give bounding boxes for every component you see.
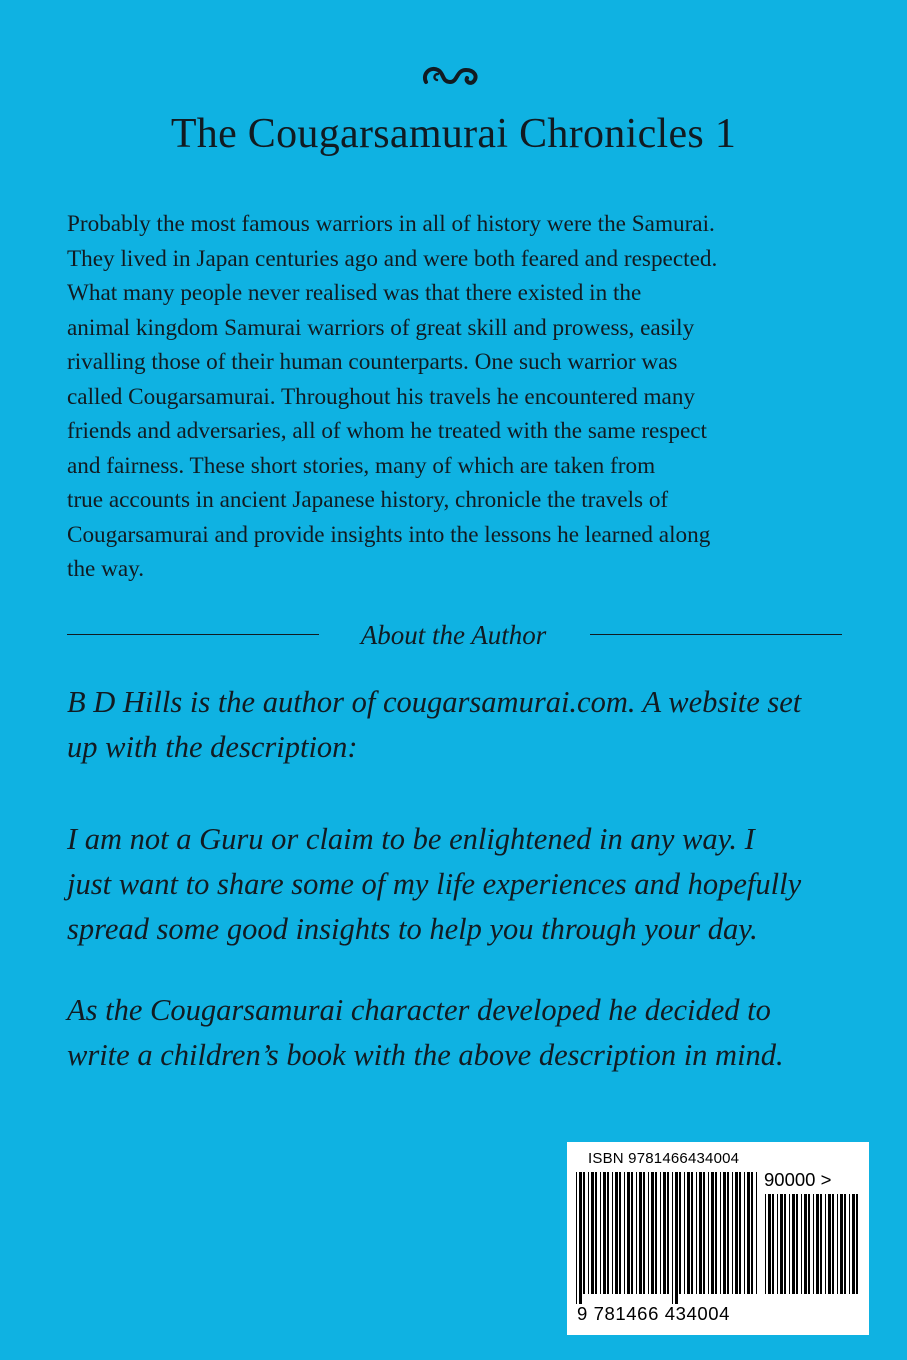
barcode-bar bbox=[844, 1194, 846, 1294]
barcode-bar bbox=[765, 1194, 766, 1294]
barcode-bar bbox=[603, 1172, 606, 1294]
book-blurb bbox=[67, 207, 857, 587]
blurb-line: Probably the most famous warriors in all of history were the Samurai. bbox=[67, 211, 715, 237]
barcode-bar bbox=[639, 1172, 642, 1294]
barcode-bar bbox=[643, 1172, 645, 1294]
barcode-bar bbox=[801, 1194, 802, 1294]
barcode-bar bbox=[828, 1194, 831, 1294]
barcode-bar bbox=[715, 1172, 717, 1294]
barcode-bar bbox=[648, 1172, 649, 1294]
blurb-line: the way. bbox=[67, 556, 145, 582]
barcode-bar bbox=[849, 1194, 850, 1294]
addon-barcode-bars bbox=[765, 1194, 859, 1304]
barcode-bar bbox=[588, 1172, 589, 1294]
barcode-bar bbox=[600, 1172, 601, 1294]
barcode-bar bbox=[667, 1172, 669, 1294]
about-author-heading: About the Author bbox=[360, 620, 547, 650]
barcode-bar bbox=[777, 1194, 778, 1294]
barcode-bar bbox=[744, 1172, 745, 1294]
barcode-bar bbox=[691, 1172, 693, 1294]
barcode-bar bbox=[679, 1172, 681, 1294]
barcode-bar bbox=[696, 1172, 697, 1294]
barcode-bar bbox=[675, 1172, 678, 1304]
barcode-bar bbox=[768, 1194, 771, 1294]
barcode-bar bbox=[583, 1172, 585, 1294]
barcode-bar bbox=[612, 1172, 613, 1294]
barcode-bar bbox=[804, 1194, 807, 1294]
barcode-bar bbox=[619, 1172, 621, 1294]
barcode-bar bbox=[684, 1172, 685, 1294]
barcode-bar bbox=[784, 1194, 786, 1294]
barcode-bar bbox=[591, 1172, 594, 1294]
barcode-bar bbox=[837, 1194, 838, 1294]
barcode-bar bbox=[840, 1194, 843, 1294]
blurb-line: Cougarsamurai and provide insights into the lessons he learned along bbox=[67, 521, 711, 548]
barcode-bar bbox=[615, 1172, 618, 1294]
price-code: 90000 > bbox=[764, 1169, 832, 1190]
barcode-bar bbox=[727, 1172, 729, 1294]
barcode-bar bbox=[789, 1194, 790, 1294]
barcode-bar bbox=[792, 1194, 795, 1294]
blurb-line: friends and adversaries, all of whom he treated with the same respect bbox=[67, 418, 707, 444]
barcode-bar bbox=[780, 1194, 783, 1294]
barcode-bar bbox=[751, 1172, 753, 1294]
blurb-line: What many people never realised was that there existed in the bbox=[67, 280, 642, 306]
barcode-bar bbox=[720, 1172, 721, 1294]
barcode-bar bbox=[747, 1172, 750, 1294]
author-closing-paragraph bbox=[67, 988, 867, 1078]
barcode-bar bbox=[631, 1172, 633, 1294]
blurb-line: called Cougarsamurai. Throughout his travels he encountered many bbox=[67, 383, 696, 410]
barcode-bar bbox=[576, 1172, 577, 1304]
isbn-barcode bbox=[567, 1142, 869, 1335]
barcode-bar bbox=[703, 1172, 705, 1294]
bio-line: B D Hills is the author of cougarsamurai.com. A website set bbox=[67, 685, 802, 719]
barcode-bar bbox=[813, 1194, 814, 1294]
bio-line: As the Cougarsamurai character developed he decided to bbox=[67, 993, 771, 1027]
barcode-bar bbox=[699, 1172, 702, 1294]
barcode-bar bbox=[772, 1194, 774, 1294]
barcode-bar bbox=[723, 1172, 726, 1294]
blurb-line: and fairness. These short stories, many of which are taken from bbox=[67, 452, 656, 479]
barcode-bar bbox=[624, 1172, 625, 1294]
barcode-bar bbox=[595, 1172, 597, 1294]
isbn-digits: 9 781466 434004 bbox=[577, 1303, 731, 1324]
barcode-bar bbox=[672, 1172, 673, 1304]
barcode-bar bbox=[627, 1172, 630, 1294]
barcode-bar bbox=[579, 1172, 582, 1304]
barcode-bar bbox=[655, 1172, 657, 1294]
barcode-bar bbox=[832, 1194, 834, 1294]
bio-line: spread some good insights to help you through your day. bbox=[67, 912, 758, 946]
bio-line: just want to share some of my life experiences and hopefully bbox=[67, 867, 802, 901]
barcode-bar bbox=[732, 1172, 733, 1294]
barcode-bar bbox=[636, 1172, 637, 1294]
barcode-bar bbox=[825, 1194, 826, 1294]
barcode-bar bbox=[651, 1172, 654, 1294]
blurb-line: rivalling those of their human counterparts. One such warrior was bbox=[67, 349, 678, 375]
barcode-bar bbox=[756, 1172, 757, 1294]
swash-ornament-icon bbox=[420, 60, 486, 92]
blurb-line: They lived in Japan centuries ago and were both feared and respected. bbox=[67, 245, 718, 272]
barcode-bar bbox=[739, 1172, 741, 1294]
barcode-bar bbox=[852, 1194, 855, 1294]
bio-line: write a children’s book with the above description in mind. bbox=[67, 1038, 784, 1072]
isbn-label: ISBN 9781466434004 bbox=[588, 1150, 740, 1167]
barcode-bar bbox=[816, 1194, 819, 1294]
barcode-bar bbox=[735, 1172, 738, 1294]
bio-line: I am not a Guru or claim to be enlightened in any way. I bbox=[67, 822, 755, 856]
author-quote-paragraph bbox=[67, 817, 867, 952]
barcode-bar bbox=[808, 1194, 810, 1294]
barcode-bar bbox=[687, 1172, 690, 1294]
book-title: The Cougarsamurai Chronicles 1 bbox=[170, 111, 737, 157]
barcode-bar bbox=[820, 1194, 822, 1294]
blurb-line: animal kingdom Samurai warriors of great skill and prowess, easily bbox=[67, 314, 695, 341]
barcode-bar bbox=[607, 1172, 609, 1294]
barcode-bar bbox=[708, 1172, 709, 1294]
author-bio-paragraph bbox=[67, 680, 867, 770]
barcode-bars bbox=[576, 1172, 760, 1304]
barcode-bar bbox=[660, 1172, 661, 1294]
barcode-bar bbox=[711, 1172, 714, 1294]
barcode-bar bbox=[856, 1194, 858, 1294]
divider-right bbox=[590, 634, 842, 635]
bio-line: up with the description: bbox=[67, 730, 358, 764]
barcode-bar bbox=[663, 1172, 666, 1294]
blurb-line: true accounts in ancient Japanese history, chronicle the travels of bbox=[67, 487, 669, 513]
barcode-bar bbox=[796, 1194, 798, 1294]
